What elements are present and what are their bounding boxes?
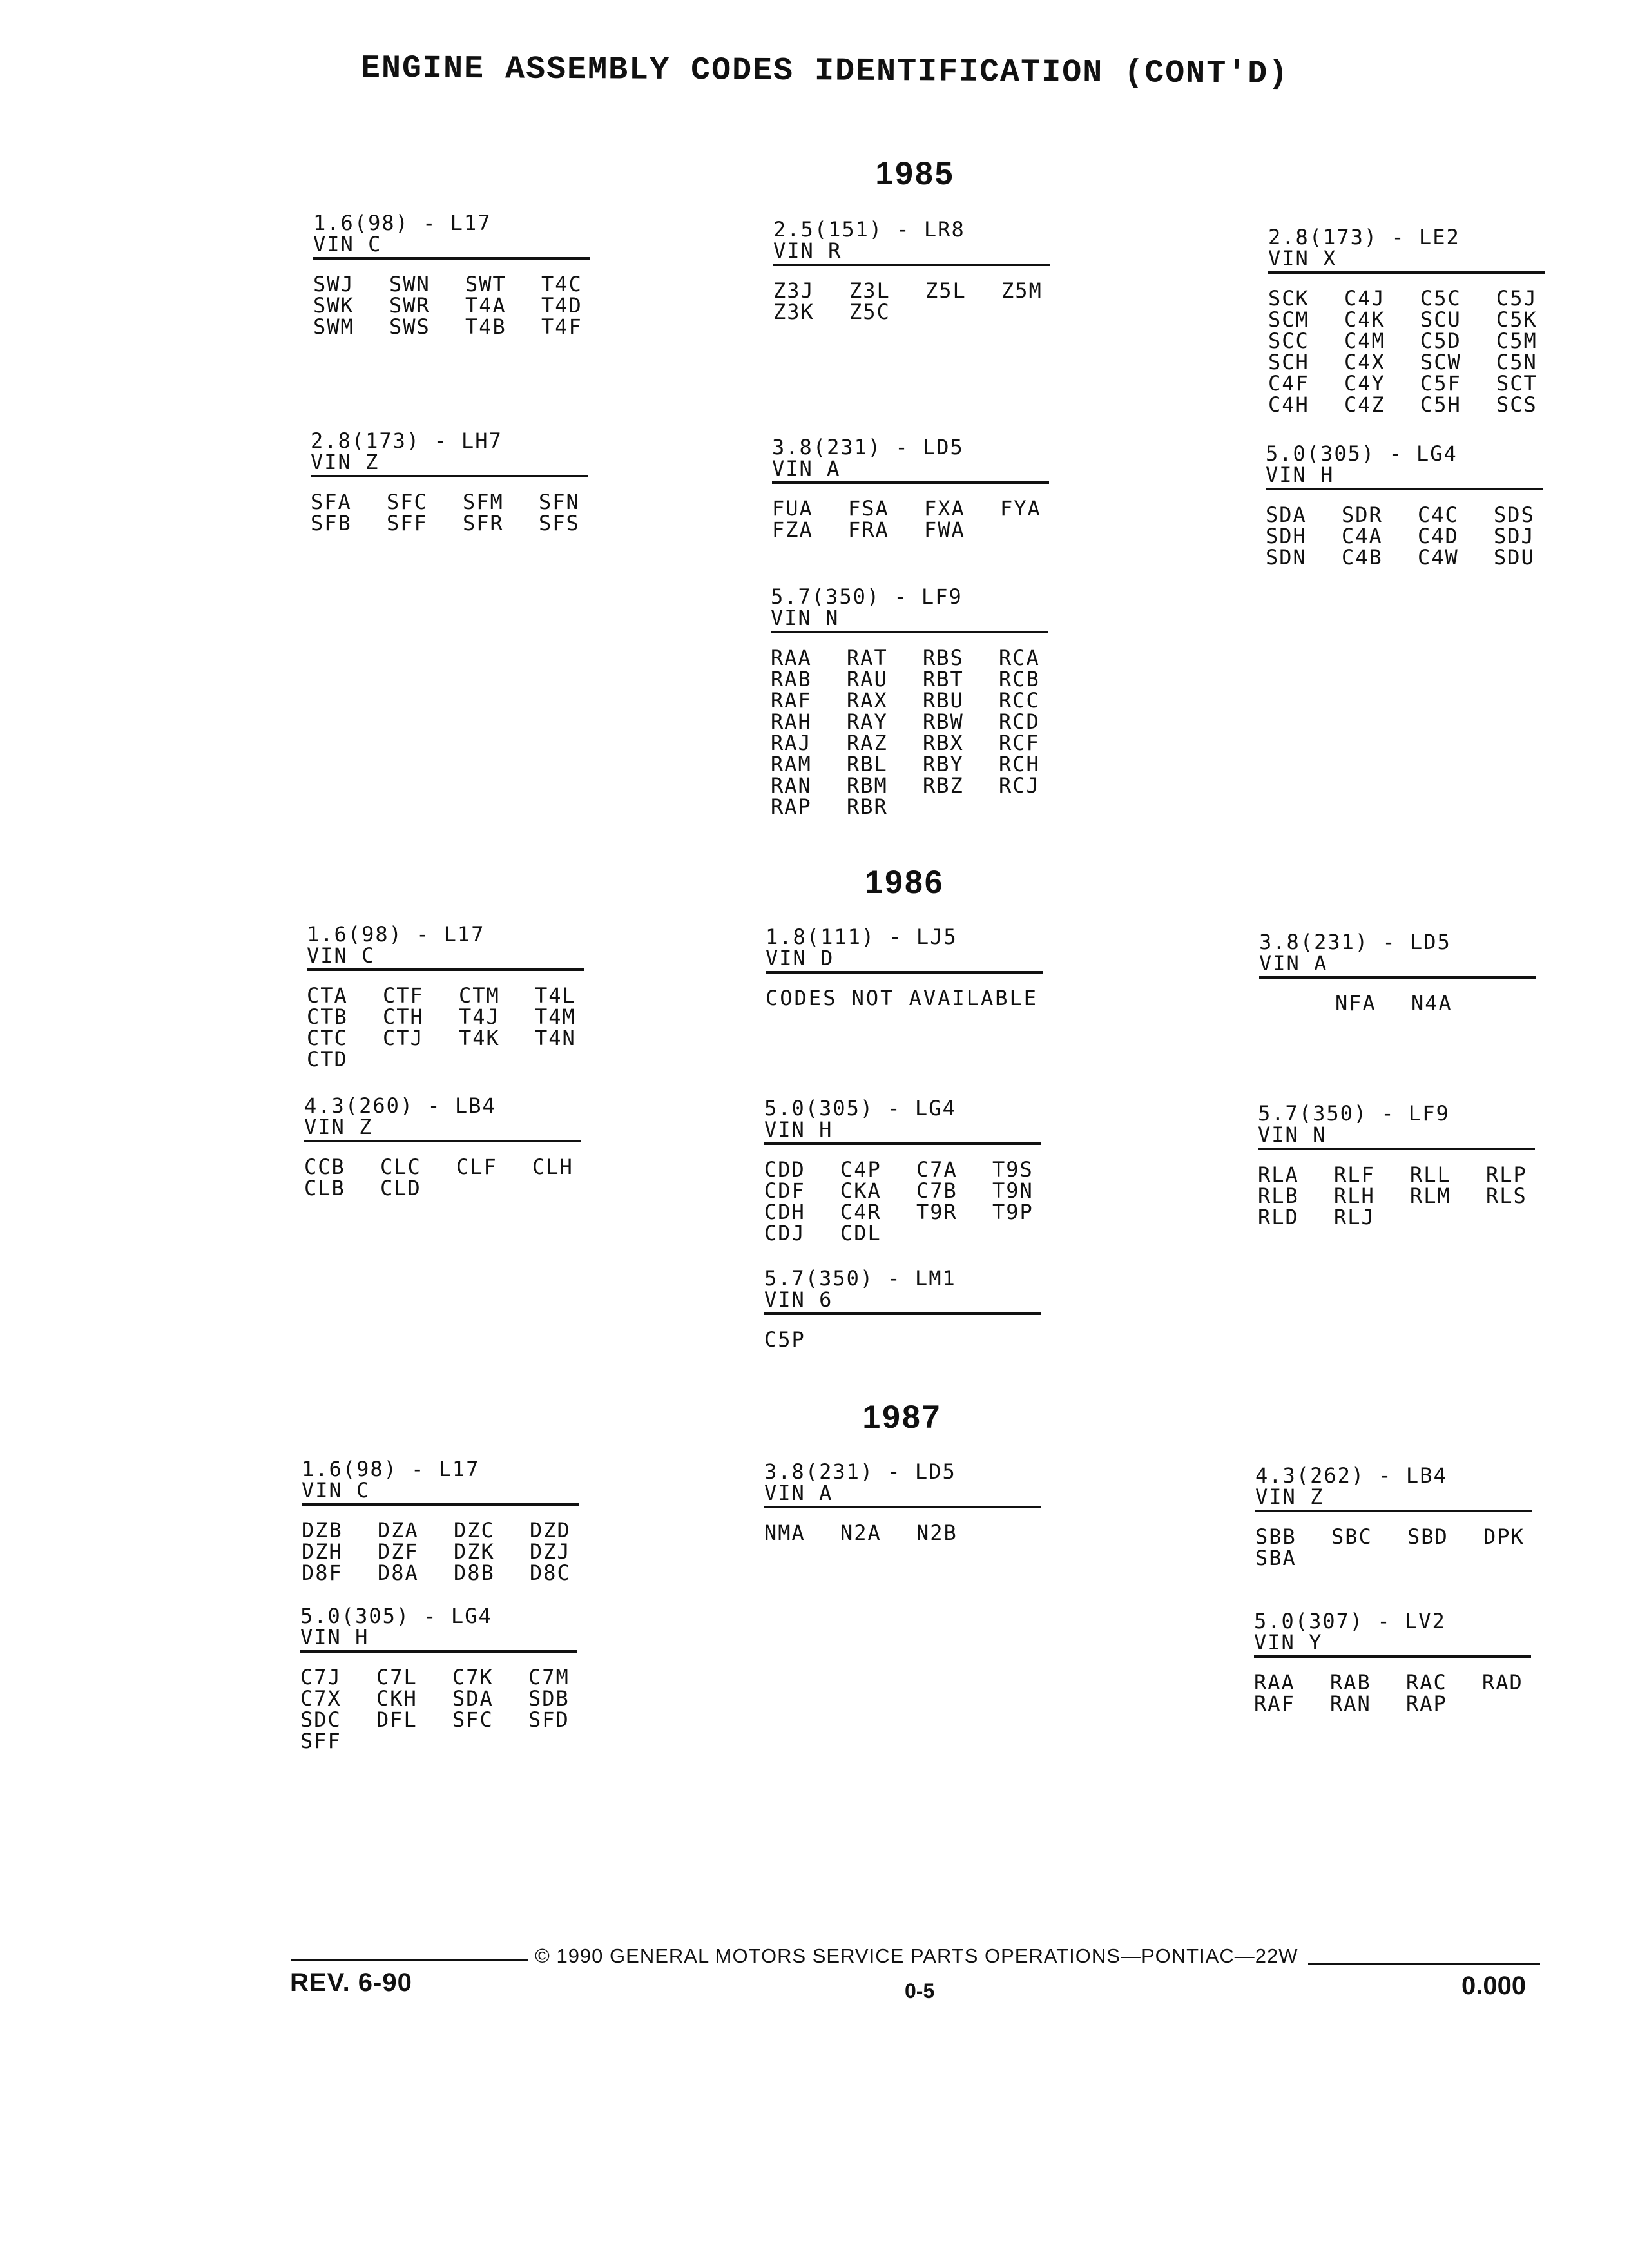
codes-note: CODES NOT AVAILABLE xyxy=(766,986,1039,1010)
assembly-code: C5H xyxy=(1420,392,1461,417)
assembly-code: SCW xyxy=(1420,350,1461,374)
assembly-code: Z3L xyxy=(849,278,891,303)
code-list xyxy=(1255,1526,1539,1569)
assembly-code: T4N xyxy=(535,1026,576,1050)
assembly-code: SFC xyxy=(452,1707,494,1732)
assembly-code: SCT xyxy=(1496,371,1537,396)
assembly-code: FZA xyxy=(772,517,813,542)
assembly-code: RLB xyxy=(1258,1184,1299,1208)
assembly-code: RAU xyxy=(847,667,888,691)
assembly-code: C4R xyxy=(840,1200,882,1224)
assembly-code: RBY xyxy=(923,752,964,776)
assembly-code: T4C xyxy=(541,272,583,296)
assembly-code: DZC xyxy=(454,1518,495,1542)
assembly-code: CTA xyxy=(307,983,348,1008)
assembly-code: SBD xyxy=(1407,1524,1449,1549)
code-list xyxy=(304,1157,588,1199)
engine-block xyxy=(302,1459,585,1584)
assembly-code: Z5C xyxy=(849,300,891,324)
assembly-code: DFL xyxy=(376,1707,418,1732)
assembly-code: DPK xyxy=(1483,1524,1525,1549)
assembly-code: RAB xyxy=(1330,1670,1371,1695)
assembly-code: SFN xyxy=(539,490,580,514)
assembly-code: CCB xyxy=(304,1155,345,1179)
vin-label: VIN N xyxy=(771,606,840,630)
assembly-code: RLP xyxy=(1486,1162,1527,1187)
assembly-code: RLA xyxy=(1258,1162,1299,1187)
code-list xyxy=(764,1159,1048,1244)
code-list xyxy=(302,1520,585,1584)
engine-label: 5.0(305) - LG4 xyxy=(764,1096,956,1120)
assembly-code: RBX xyxy=(923,731,964,755)
assembly-code: T9N xyxy=(992,1178,1034,1203)
divider xyxy=(1268,271,1545,274)
assembly-code: C5K xyxy=(1496,307,1537,332)
assembly-code: CKA xyxy=(840,1178,882,1203)
assembly-code: C4W xyxy=(1418,545,1459,570)
engine-block xyxy=(1266,443,1549,568)
assembly-code: C5N xyxy=(1496,350,1537,374)
assembly-code: D8C xyxy=(530,1561,571,1585)
vin-label: VIN 6 xyxy=(764,1287,833,1312)
assembly-code: N2B xyxy=(916,1521,958,1545)
vin-label: VIN A xyxy=(764,1481,833,1505)
code-list xyxy=(1259,993,1543,1014)
assembly-code: C4J xyxy=(1344,286,1385,311)
engine-label: 3.8(231) - LD5 xyxy=(1259,930,1451,954)
engine-block xyxy=(771,586,1054,818)
assembly-code: CDH xyxy=(764,1200,805,1224)
assembly-code: C4Y xyxy=(1344,371,1385,396)
assembly-code: T4L xyxy=(535,983,576,1008)
reference-number: 0.000 xyxy=(1461,1972,1527,2000)
assembly-code: RLF xyxy=(1334,1162,1375,1187)
divider xyxy=(304,1140,581,1142)
divider xyxy=(764,1142,1041,1145)
footer-rule-right xyxy=(1308,1963,1540,1965)
engine-label: 5.7(350) - LF9 xyxy=(771,584,963,609)
assembly-code: RAF xyxy=(1254,1691,1295,1716)
engine-label: 5.0(305) - LG4 xyxy=(1266,441,1458,466)
engine-label: 4.3(260) - LB4 xyxy=(304,1093,496,1118)
assembly-code: C4A xyxy=(1342,524,1383,548)
vin-label: VIN D xyxy=(766,946,834,970)
assembly-code: NFA xyxy=(1335,991,1376,1015)
assembly-code: RBM xyxy=(847,773,888,798)
assembly-code: SWS xyxy=(389,314,430,339)
engine-label: 3.8(231) - LD5 xyxy=(764,1459,956,1484)
assembly-code: RAN xyxy=(1330,1691,1371,1716)
assembly-code: RBW xyxy=(923,709,964,734)
engine-label: 3.8(231) - LD5 xyxy=(772,435,964,459)
assembly-code: D8A xyxy=(378,1561,419,1585)
assembly-code: SBC xyxy=(1331,1524,1373,1549)
divider xyxy=(764,1506,1041,1508)
assembly-code: CLF xyxy=(456,1155,497,1179)
assembly-code: DZD xyxy=(530,1518,571,1542)
assembly-code: RLS xyxy=(1486,1184,1527,1208)
code-list xyxy=(773,280,1057,323)
assembly-code: RCF xyxy=(999,731,1040,755)
assembly-code: RCJ xyxy=(999,773,1040,798)
assembly-code: C4M xyxy=(1344,329,1385,353)
assembly-code: SBA xyxy=(1255,1546,1296,1570)
engine-label: 5.0(307) - LV2 xyxy=(1254,1609,1446,1633)
code-list xyxy=(300,1667,584,1752)
assembly-code: SFC xyxy=(387,490,428,514)
assembly-code: SDA xyxy=(1266,503,1307,527)
assembly-code: FWA xyxy=(924,517,965,542)
assembly-code: CTF xyxy=(383,983,424,1008)
vin-label: VIN C xyxy=(307,943,376,968)
assembly-code: N4A xyxy=(1411,991,1452,1015)
divider xyxy=(302,1503,579,1506)
assembly-code: FUA xyxy=(772,496,813,521)
assembly-code: SFA xyxy=(311,490,352,514)
assembly-code: SDN xyxy=(1266,545,1307,570)
assembly-code: RBR xyxy=(847,794,888,819)
assembly-code: T4D xyxy=(541,293,583,318)
assembly-code: C5J xyxy=(1496,286,1537,311)
engine-block xyxy=(764,1461,1048,1544)
code-list xyxy=(1254,1672,1537,1715)
year-heading-1986: 1986 xyxy=(865,864,945,900)
assembly-code: DZH xyxy=(302,1539,343,1564)
divider xyxy=(1258,1148,1535,1150)
assembly-code: SCH xyxy=(1268,350,1309,374)
vin-label: VIN R xyxy=(773,238,842,263)
assembly-code: T9P xyxy=(992,1200,1034,1224)
assembly-code: C4X xyxy=(1344,350,1385,374)
assembly-code: RAA xyxy=(771,646,812,670)
assembly-code: SFD xyxy=(528,1707,570,1732)
code-list xyxy=(772,498,1055,541)
vin-label: VIN H xyxy=(764,1117,833,1142)
assembly-code: RLH xyxy=(1334,1184,1375,1208)
code-list xyxy=(764,1523,1048,1544)
assembly-code: T4K xyxy=(459,1026,500,1050)
engine-block xyxy=(764,1098,1048,1244)
assembly-code: CTD xyxy=(307,1047,348,1072)
assembly-code: CTH xyxy=(383,1004,424,1029)
assembly-code: SCK xyxy=(1268,286,1309,311)
assembly-code: RCB xyxy=(999,667,1040,691)
assembly-code: RAZ xyxy=(847,731,888,755)
assembly-code: C4H xyxy=(1268,392,1309,417)
assembly-code: RLD xyxy=(1258,1205,1299,1229)
vin-label: VIN C xyxy=(302,1478,371,1503)
divider xyxy=(1266,488,1543,490)
engine-label: 1.6(98) - L17 xyxy=(313,211,492,235)
assembly-code: Z5M xyxy=(1001,278,1043,303)
assembly-code: RAX xyxy=(847,688,888,713)
assembly-code: C4F xyxy=(1268,371,1309,396)
assembly-code: RCC xyxy=(999,688,1040,713)
assembly-code: C4C xyxy=(1418,503,1459,527)
assembly-code: DZK xyxy=(454,1539,495,1564)
assembly-code: CKH xyxy=(376,1686,418,1711)
assembly-code: RAY xyxy=(847,709,888,734)
assembly-code: RLJ xyxy=(1334,1205,1375,1229)
assembly-code: SFF xyxy=(387,511,428,535)
vin-label: VIN Z xyxy=(1255,1485,1324,1509)
assembly-code: CTM xyxy=(459,983,500,1008)
engine-block xyxy=(1254,1611,1537,1715)
assembly-code: SBB xyxy=(1255,1524,1296,1549)
assembly-code: C4P xyxy=(840,1157,882,1182)
engine-block xyxy=(1268,227,1552,416)
assembly-code: FXA xyxy=(924,496,965,521)
engine-label: 2.8(173) - LH7 xyxy=(311,428,503,453)
assembly-code: RLM xyxy=(1410,1184,1451,1208)
assembly-code: SCC xyxy=(1268,329,1309,353)
assembly-code: SWR xyxy=(389,293,430,318)
assembly-code: DZA xyxy=(378,1518,419,1542)
assembly-code: RBS xyxy=(923,646,964,670)
assembly-code: Z5L xyxy=(925,278,967,303)
assembly-code: CTJ xyxy=(383,1026,424,1050)
assembly-code: RAC xyxy=(1406,1670,1447,1695)
divider xyxy=(773,264,1050,266)
assembly-code: N2A xyxy=(840,1521,882,1545)
engine-block xyxy=(773,219,1057,323)
vin-label: VIN N xyxy=(1258,1122,1327,1147)
assembly-code: SFS xyxy=(539,511,580,535)
assembly-code: CDJ xyxy=(764,1221,805,1245)
assembly-code: C5F xyxy=(1420,371,1461,396)
vin-label: VIN A xyxy=(1259,951,1328,975)
assembly-code: CLH xyxy=(532,1155,574,1179)
assembly-code: RAT xyxy=(847,646,888,670)
assembly-code: C4B xyxy=(1342,545,1383,570)
divider xyxy=(300,1650,577,1653)
engine-block xyxy=(766,927,1049,1009)
assembly-code: C5P xyxy=(764,1327,805,1352)
assembly-code: C7X xyxy=(300,1686,342,1711)
assembly-code: SFR xyxy=(463,511,504,535)
engine-label: 2.8(173) - LE2 xyxy=(1268,225,1460,249)
assembly-code: RCD xyxy=(999,709,1040,734)
engine-label: 5.7(350) - LF9 xyxy=(1258,1101,1450,1126)
assembly-code: C4Z xyxy=(1344,392,1385,417)
assembly-code: RBT xyxy=(923,667,964,691)
assembly-code: T9S xyxy=(992,1157,1034,1182)
divider xyxy=(1259,976,1536,979)
engine-label: 1.6(98) - L17 xyxy=(307,922,485,947)
divider xyxy=(772,481,1049,484)
engine-label: 5.7(350) - LM1 xyxy=(764,1266,956,1291)
engine-block xyxy=(772,437,1055,541)
assembly-code: SDH xyxy=(1266,524,1307,548)
divider xyxy=(311,475,588,477)
vin-label: VIN A xyxy=(772,456,841,481)
assembly-code: C5C xyxy=(1420,286,1461,311)
engine-block xyxy=(764,1268,1048,1350)
assembly-code: C5D xyxy=(1420,329,1461,353)
assembly-code: RAM xyxy=(771,752,812,776)
divider xyxy=(766,971,1043,974)
vin-label: VIN Z xyxy=(304,1115,373,1139)
engine-label: 2.5(151) - LR8 xyxy=(773,217,965,242)
assembly-code: C7M xyxy=(528,1665,570,1689)
engine-label: 4.3(262) - LB4 xyxy=(1255,1463,1447,1488)
assembly-code: T4F xyxy=(541,314,583,339)
assembly-code: FRA xyxy=(848,517,889,542)
assembly-code: SFM xyxy=(463,490,504,514)
assembly-code: SWJ xyxy=(313,272,354,296)
engine-label: 5.0(305) - LG4 xyxy=(300,1604,492,1628)
assembly-code: C7J xyxy=(300,1665,342,1689)
year-heading-1985: 1985 xyxy=(875,155,955,191)
assembly-code: SCS xyxy=(1496,392,1537,417)
assembly-code: CTB xyxy=(307,1004,348,1029)
assembly-code: SDB xyxy=(528,1686,570,1711)
footer-rule-left xyxy=(291,1959,528,1961)
assembly-code: CDD xyxy=(764,1157,805,1182)
assembly-code: SWM xyxy=(313,314,354,339)
assembly-code: RAB xyxy=(771,667,812,691)
assembly-code: C7K xyxy=(452,1665,494,1689)
assembly-code: RAH xyxy=(771,709,812,734)
assembly-code: RCA xyxy=(999,646,1040,670)
code-list xyxy=(307,985,590,1070)
assembly-code: CTC xyxy=(307,1026,348,1050)
assembly-code: SWN xyxy=(389,272,430,296)
assembly-code: SFB xyxy=(311,511,352,535)
assembly-code: CLB xyxy=(304,1176,345,1200)
code-list xyxy=(771,648,1054,818)
assembly-code: RAP xyxy=(771,794,812,819)
assembly-code: C7L xyxy=(376,1665,418,1689)
engine-label: 1.8(111) - LJ5 xyxy=(766,925,958,949)
assembly-code: T9R xyxy=(916,1200,958,1224)
assembly-code: T4J xyxy=(459,1004,500,1029)
assembly-code: RAP xyxy=(1406,1691,1447,1716)
engine-block xyxy=(311,430,594,534)
assembly-code: RAJ xyxy=(771,731,812,755)
engine-block xyxy=(307,924,590,1070)
assembly-code: RCH xyxy=(999,752,1040,776)
assembly-code: SDR xyxy=(1342,503,1383,527)
assembly-code: SDS xyxy=(1494,503,1535,527)
assembly-code: RBZ xyxy=(923,773,964,798)
engine-block xyxy=(1259,932,1543,1014)
assembly-code: RLL xyxy=(1410,1162,1451,1187)
assembly-code: RBL xyxy=(847,752,888,776)
assembly-code: CLD xyxy=(380,1176,421,1200)
divider xyxy=(764,1312,1041,1315)
assembly-code: RAN xyxy=(771,773,812,798)
assembly-code: DZB xyxy=(302,1518,343,1542)
assembly-code: DZJ xyxy=(530,1539,571,1564)
divider xyxy=(313,257,590,260)
assembly-code: DZF xyxy=(378,1539,419,1564)
page-number: 0-5 xyxy=(905,1979,935,2003)
code-list xyxy=(764,1329,1048,1350)
vin-label: VIN C xyxy=(313,232,382,256)
assembly-code: CDF xyxy=(764,1178,805,1203)
divider xyxy=(307,968,584,971)
code-list xyxy=(313,274,597,338)
assembly-code: C4D xyxy=(1418,524,1459,548)
vin-label: VIN H xyxy=(1266,463,1335,487)
assembly-code: C7A xyxy=(916,1157,958,1182)
assembly-code: T4B xyxy=(465,314,506,339)
assembly-code: RBU xyxy=(923,688,964,713)
assembly-code: CDL xyxy=(840,1221,882,1245)
page-title: ENGINE ASSEMBLY CODES IDENTIFICATION (CONT'D) xyxy=(360,50,1289,93)
assembly-code: SFF xyxy=(300,1729,342,1753)
engine-block xyxy=(1255,1465,1539,1569)
assembly-code: SWT xyxy=(465,272,506,296)
assembly-code: C7B xyxy=(916,1178,958,1203)
assembly-code: D8F xyxy=(302,1561,343,1585)
engine-block xyxy=(313,213,597,338)
assembly-code: FSA xyxy=(848,496,889,521)
year-heading-1987: 1987 xyxy=(862,1399,942,1435)
assembly-code: C5M xyxy=(1496,329,1537,353)
assembly-code: RAA xyxy=(1254,1670,1295,1695)
code-list xyxy=(1258,1164,1541,1228)
divider xyxy=(771,631,1048,633)
vin-label: VIN Z xyxy=(311,450,380,474)
engine-block xyxy=(304,1095,588,1199)
divider xyxy=(1254,1655,1531,1658)
engine-block xyxy=(1258,1103,1541,1228)
vin-label: VIN X xyxy=(1268,246,1337,271)
assembly-code: Z3J xyxy=(773,278,815,303)
engine-block xyxy=(300,1606,584,1752)
assembly-code: SCU xyxy=(1420,307,1461,332)
assembly-code: C4K xyxy=(1344,307,1385,332)
assembly-code: SDU xyxy=(1494,545,1535,570)
divider xyxy=(1255,1510,1532,1512)
assembly-code: CLC xyxy=(380,1155,421,1179)
assembly-code: T4A xyxy=(465,293,506,318)
assembly-code: FYA xyxy=(1000,496,1041,521)
assembly-code: RAD xyxy=(1482,1670,1523,1695)
assembly-code: T4M xyxy=(535,1004,576,1029)
vin-label: VIN Y xyxy=(1254,1630,1323,1655)
code-list xyxy=(1266,505,1549,568)
assembly-code: SDA xyxy=(452,1686,494,1711)
code-list xyxy=(1268,288,1552,416)
code-list xyxy=(311,492,594,534)
assembly-code: D8B xyxy=(454,1561,495,1585)
assembly-code: SCM xyxy=(1268,307,1309,332)
assembly-code: SWK xyxy=(313,293,354,318)
assembly-code: SDJ xyxy=(1494,524,1535,548)
assembly-code: Z3K xyxy=(773,300,815,324)
copyright-line: © 1990 GENERAL MOTORS SERVICE PARTS OPERATIONS—PONTIAC—22W xyxy=(535,1945,1298,1967)
assembly-code: SDC xyxy=(300,1707,342,1732)
vin-label: VIN H xyxy=(300,1625,369,1649)
engine-label: 1.6(98) - L17 xyxy=(302,1457,480,1481)
revision-label: REV. 6-90 xyxy=(290,1968,412,1997)
assembly-code: RAF xyxy=(771,688,812,713)
assembly-code: NMA xyxy=(764,1521,805,1545)
